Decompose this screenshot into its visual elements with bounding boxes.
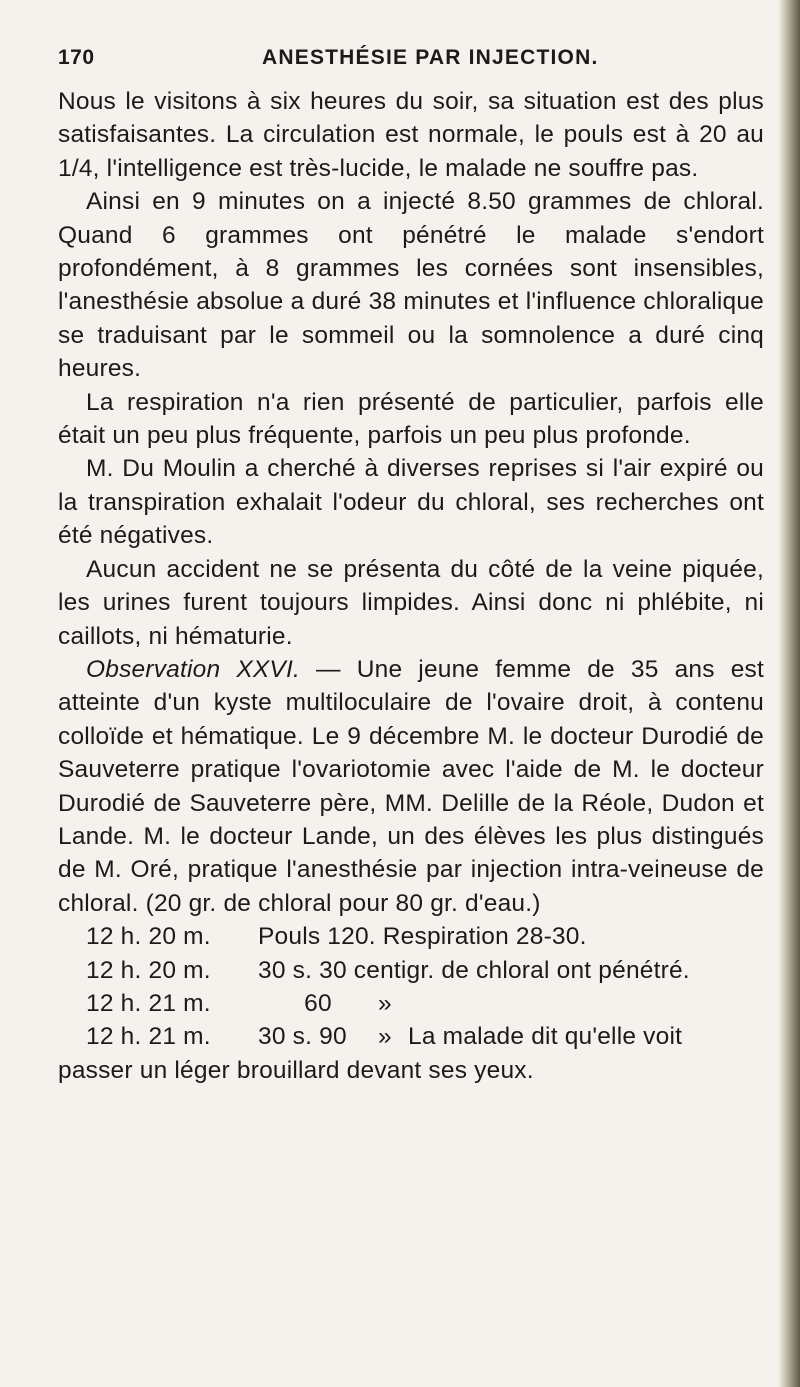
timeline-time: 12 h. 20 m. <box>86 923 211 951</box>
timeline-ditto-mark: » <box>378 989 392 1017</box>
timeline-dose: 60 <box>304 989 332 1017</box>
timeline-continuation: passer un léger brouillard devant ses yeux. <box>58 1056 534 1084</box>
timeline-note: La malade dit qu'elle voit <box>408 1023 683 1051</box>
timeline-dose: 30 s. 90 <box>258 1023 347 1051</box>
page-edge-shadow <box>778 0 800 1387</box>
observation-paragraph <box>58 653 764 920</box>
page-number: 170 <box>58 46 95 69</box>
paragraph: Ainsi en 9 minutes on a injecté 8.50 grammes de chloral. Quand 6 grammes ont pénétré le malade s'endort profondément, à 8 grammes les cornées sont insensibles, l'anesthésie absolue a duré 38 minutes et l'influence chloralique se traduisant par le sommeil ou la somnolence a duré cinq heures. <box>58 188 764 383</box>
paragraph: Nous le visitons à six heures du soir, sa situation est des plus satisfaisantes. La circulation est normale, le pouls est à 20 au 1/4, l'intelligence est très-lucide, le malade ne souffre pas. <box>58 88 764 182</box>
timeline-row <box>58 920 764 953</box>
timeline-note: Pouls 120. Respiration 28-30. <box>258 923 587 951</box>
page-header <box>0 46 800 76</box>
paragraph: M. Du Moulin a cherché à diverses reprises si l'air expiré ou la transpiration exhalait l'odeur du chloral, ses recherches ont été négatives. <box>58 455 764 550</box>
body-text <box>58 85 764 1087</box>
timeline-row <box>58 954 764 987</box>
timeline-time: 12 h. 20 m. <box>86 956 211 984</box>
paragraph: Aucun accident ne se présenta du côté de la veine piquée, les urines furent toujours limpides. Ainsi donc ni phlébite, ni caillots, ni hématurie. <box>58 555 764 650</box>
timeline-note <box>258 954 690 987</box>
running-head: ANESTHÉSIE PAR INJECTION. <box>262 46 599 69</box>
observation-title: Observation XXVI. <box>86 655 300 683</box>
timeline-dose: 30 s. <box>258 956 313 984</box>
timeline-row <box>58 1020 764 1053</box>
timeline <box>58 920 764 1054</box>
timeline-time: 12 h. 21 m. <box>86 989 211 1017</box>
timeline-row <box>58 987 764 1020</box>
timeline-ditto-mark: » <box>378 1023 392 1051</box>
observation-text: — Une jeune femme de 35 ans est atteinte d'un kyste multiloculaire de l'ovaire droit, à contenu colloïde et hématique. Le 9 décembre M. le docteur Durodié de Sauveterre pratique l'ovariotomie avec l'aide de M. le docteur Durodié de Sauveterre père, MM. Delille de la Réole, Dudon et Lande. M. le docteur Lande, un des élèves les plus distingués de M. Oré, pratique l'anesthésie par injection intra-veineuse de chloral. (20 gr. de chloral pour 80 gr. d'eau.) <box>58 655 764 917</box>
timeline-note-text: 30 centigr. de chloral ont pénétré. <box>319 956 690 984</box>
timeline-time: 12 h. 21 m. <box>86 1023 211 1051</box>
paragraph: La respiration n'a rien présenté de particulier, parfois elle était un peu plus fréquente, parfois un peu plus profonde. <box>58 388 764 450</box>
